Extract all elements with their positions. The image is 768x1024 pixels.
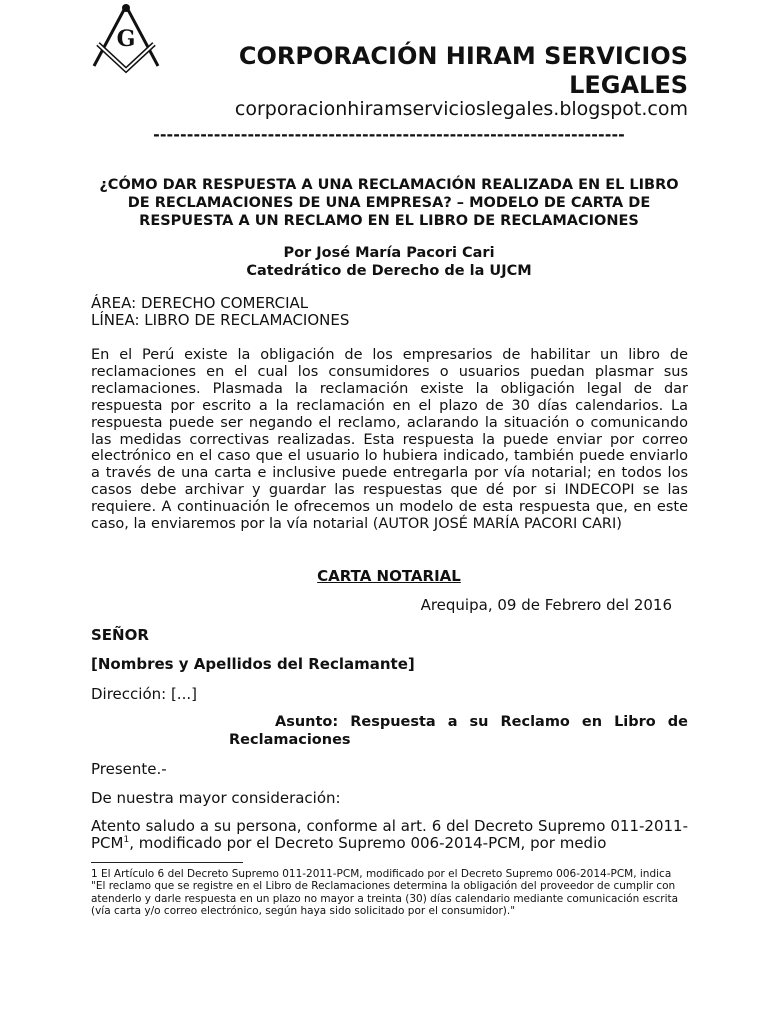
letter-body: [91, 818, 688, 852]
footnote-text: 1 El Artículo 6 del Decreto Supremo 011-2011-PCM, modificado por el Decreto Supremo 006-2014-PCM, indica "El reclamo que se registre en el Libro de Reclamaciones determina la obligación del proveedor de cumplir con atenderlo y darle respuesta en un plazo no mayor a treinta (30) días calendario mediante comunicación escrita (vía carta y/o correo electrónico, según haya sido solicitado por el consumidor).": [91, 868, 679, 917]
author-name: Por José María Pacori Cari: [283, 245, 495, 261]
emblem-letter: G: [116, 26, 136, 52]
intro-paragraph: En el Perú existe la obligación de los empresarios de habilitar un libro de reclamaciones en el cual los consumidores o usuarios puedan plasmar sus reclamaciones. Plasmada la reclamación existe la obligación legal de dar respuesta por escrito a la reclamación en el plazo de 30 días calendarios. La respuesta puede ser negando el reclamo, aclarando la situación o comunicando las medidas correctivas realizadas. Esta respuesta la puede enviar por correo electrónico en el caso que el usuario lo hubiera indicado, también puede enviarlo a través de una carta e inclusive puede entregarla por vía notarial; en todos los casos debe archivar y guardar las respuestas que dé por si INDECOPI se las requiere. A continuación le ofrecemos un modelo de esta respuesta que, en este caso, la enviaremos por la vía notarial (AUTOR JOSÉ MARÍA PACORI CARI): [91, 347, 688, 533]
letter-presente: Presente.-: [91, 760, 167, 778]
corporation-url[interactable]: corporacionhiramservicioslegales.blogspot.com: [234, 98, 688, 120]
letter-consideration: De nuestra mayor consideración:: [91, 789, 341, 807]
letter-address: Dirección: [...]: [91, 685, 197, 703]
letter-body-part1: Atento saludo a su persona, conforme al art. 6 del Decreto Supremo 011-2011-PCM: [91, 817, 688, 852]
compass-square-emblem-icon: [84, 2, 168, 74]
line-label: LÍNEA: LIBRO DE RECLAMACIONES: [91, 311, 350, 329]
letter-recipient: [Nombres y Apellidos del Reclamante]: [91, 655, 415, 673]
footnote-divider: [91, 862, 243, 863]
area-label: ÁREA: DERECHO COMERCIAL: [91, 294, 309, 312]
author-role: Catedrático de Derecho de la UJCM: [246, 263, 532, 279]
classification-block: [91, 295, 689, 329]
author-block: [90, 244, 688, 280]
corporation-title: CORPORACIÓN HIRAM SERVICIOS LEGALES: [238, 42, 688, 99]
letter-body-part2: , modificado por el Decreto Supremo 006-2014-PCM, por medio: [129, 834, 607, 852]
separator-line: ----------------------------------------------------------------------: [153, 125, 625, 144]
article-title: ¿CÓMO DAR RESPUESTA A UNA RECLAMACIÓN REALIZADA EN EL LIBRO DE RECLAMACIONES DE UNA EMPRESA? – MODELO DE CARTA DE RESPUESTA A UN RECLAMO EN EL LIBRO DE RECLAMACIONES: [99, 177, 679, 229]
letter-heading: CARTA NOTARIAL: [317, 567, 461, 585]
footnote-reference[interactable]: 1: [123, 835, 130, 845]
letter-subject: Asunto: Respuesta a su Reclamo en Libro de Reclamaciones: [229, 714, 688, 748]
letter-salutation: SEÑOR: [91, 626, 149, 644]
letter-date: Arequipa, 09 de Febrero del 2016: [420, 596, 672, 614]
